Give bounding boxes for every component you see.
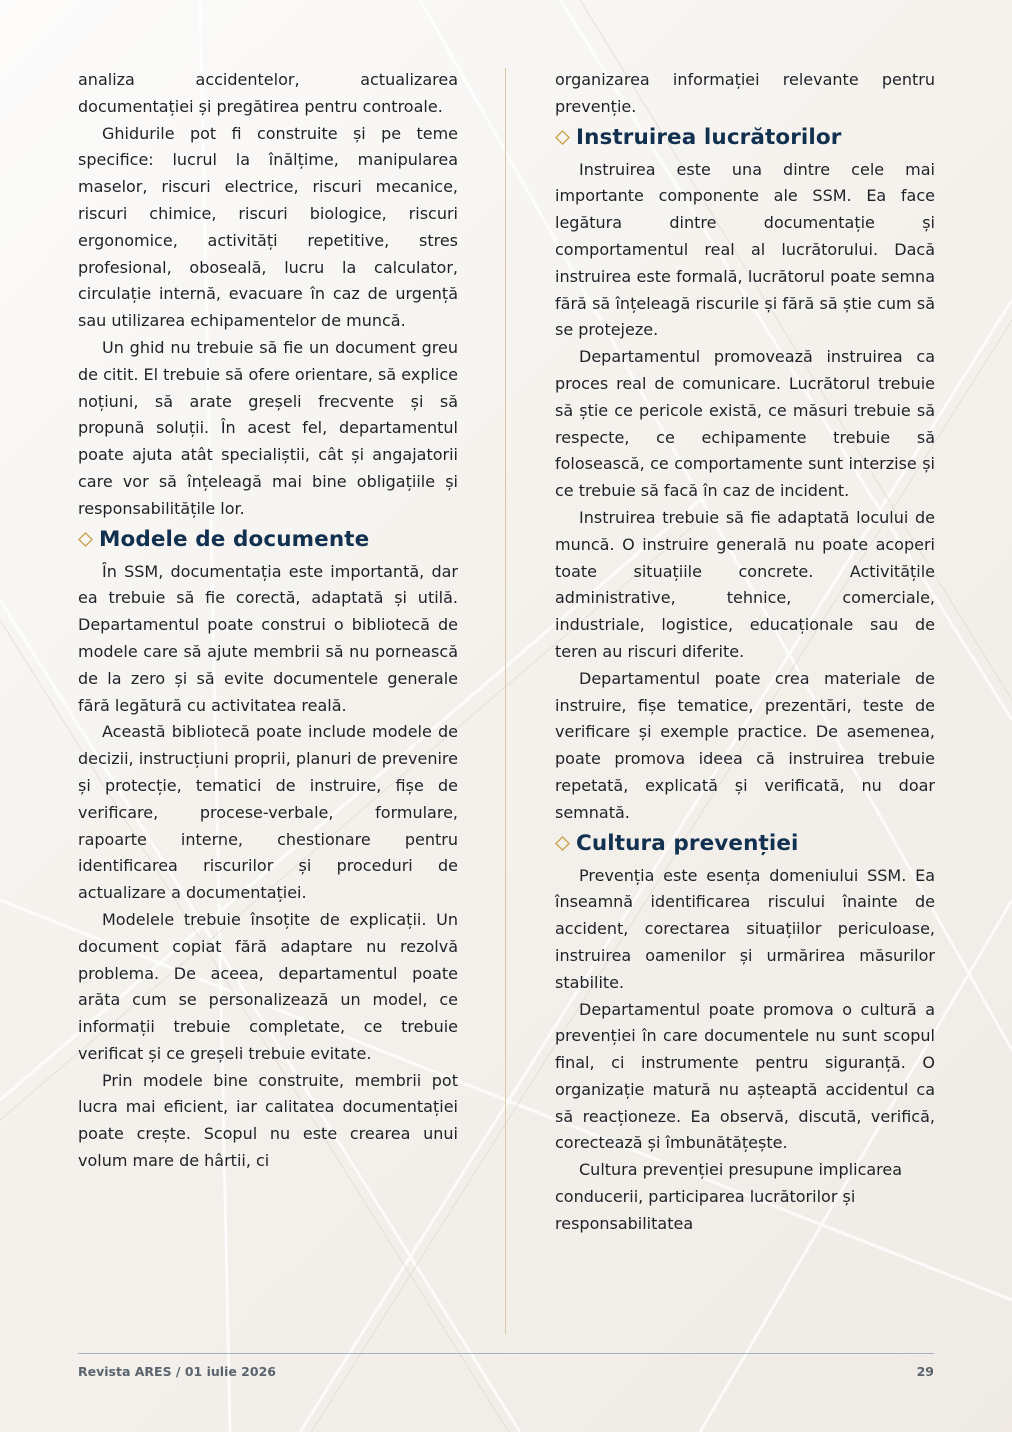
paragraph: Instruirea trebuie să fie adaptată locului de muncă. O instruire generală nu poate acoperi toate situațiile concrete. Activitățile administrative, tehnice, comerciale, industriale, logistice, educaționale sau de teren au riscuri diferite. xyxy=(555,507,935,661)
section-heading xyxy=(555,123,935,153)
diamond-bullet-icon xyxy=(555,836,570,851)
diamond-bullet-icon xyxy=(78,532,93,547)
paragraph: Un ghid nu trebuie să fie un document greu de citit. El trebuie să ofere orientare, să explice noțiuni, să arate greșeli frecvente și să propună soluții. În acest fel, departamentul poate ajuta atât specialiștii, cât și angajatorii care vor să înțeleagă mai bine obligațiile și responsabilitățile lor. xyxy=(78,337,458,518)
paragraph: Prin modele bine construite, membrii pot lucra mai eficient, iar calitatea documentației poate crește. Scopul nu este crearea unui volum mare de hârtii, ci xyxy=(78,1070,458,1171)
section-heading xyxy=(78,525,458,555)
right-column xyxy=(555,67,935,1238)
paragraph: Cultura prevenției presupune implicarea conducerii, participarea lucrătorilor și responsabilitatea xyxy=(555,1160,903,1233)
left-column xyxy=(78,67,458,1175)
paragraph: Departamentul poate crea materiale de instruire, fișe tematice, prezentări, teste de verificare și exemple practice. De asemenea, poate promova ideea că instruirea trebuie repetată, explicată și verificată, nu doar semnată. xyxy=(555,668,935,822)
paragraph: Instruirea este una dintre cele mai importante componente ale SSM. Ea face legătura dintre documentație și comportamentul real al lucrătorului. Dacă instruirea este formală, lucrătorul poate semna fără să înțeleagă riscurile și fără să știe cum să se protejeze. xyxy=(555,159,935,340)
footer-rule xyxy=(78,1353,934,1354)
paragraph: Departamentul poate promova o cultură a prevenției în care documentele nu sunt scopul final, ci instrumente pentru siguranță. O organizație matură nu așteaptă accidentul ca să reacționeze. Ea observă, discută, verifică, corectează și îmbunătățește. xyxy=(555,999,935,1153)
paragraph: Prevenția este esența domeniului SSM. Ea înseamnă identificarea riscului înainte de accident, corectarea situațiilor periculoase, instruirea oamenilor și urmărirea măsurilor stabilite. xyxy=(555,865,935,992)
footer-page-number: 29 xyxy=(916,1364,934,1379)
diamond-bullet-icon xyxy=(555,130,570,145)
section-heading-text: Modele de documente xyxy=(99,526,370,552)
paragraph: analiza accidentelor, actualizarea documentației și pregătirea pentru controale. xyxy=(78,70,458,116)
footer-publication: Revista ARES / 01 iulie 2026 xyxy=(78,1364,276,1379)
paragraph: Ghidurile pot fi construite și pe teme specifice: lucrul la înălțime, manipularea maselor, riscuri electrice, riscuri mecanice, riscuri chimice, riscuri biologice, riscuri ergonomice, activități repetitive, stres profesional, oboseală, lucru la calculator, circulație internă, evacuare în caz de urgență sau utilizarea echipamentelor de muncă. xyxy=(78,123,458,331)
section-heading-text: Instruirea lucrătorilor xyxy=(576,124,842,150)
paragraph: În SSM, documentația este importantă, dar ea trebuie să fie corectă, adaptată și utilă. Departamentul poate construi o bibliotecă de modele care să ajute membrii să nu pornească de la zero și să evite documentele generale fără legătură cu activitatea reală. xyxy=(78,561,458,715)
paragraph: organizarea informației relevante pentru prevenție. xyxy=(555,70,935,116)
paragraph: Departamentul promovează instruirea ca proces real de comunicare. Lucrătorul trebuie să știe ce pericole există, ce măsuri trebuie să respecte, ce echipamente trebuie să folosească, ce comportamente sunt interzise și ce trebuie să facă în caz de incident. xyxy=(555,347,935,501)
section-heading xyxy=(555,829,935,859)
section-heading-text: Cultura prevenției xyxy=(576,830,799,856)
paragraph: Această bibliotecă poate include modele de decizii, instrucțiuni proprii, planuri de prevenire și protecție, tematici de instruire, fișe de verificare, procese-verbale, formulare, rapoarte interne, chestionare pentru identificarea riscurilor și proceduri de actualizare a documentației. xyxy=(78,722,458,903)
column-divider xyxy=(505,68,506,1334)
paragraph: Modelele trebuie însoțite de explicații. Un document copiat fără adaptare nu rezolvă problema. De aceea, departamentul poate arăta cum se personalizează un model, ce informații trebuie completate, ce trebuie verificat și ce greșeli trebuie evitate. xyxy=(78,909,458,1063)
